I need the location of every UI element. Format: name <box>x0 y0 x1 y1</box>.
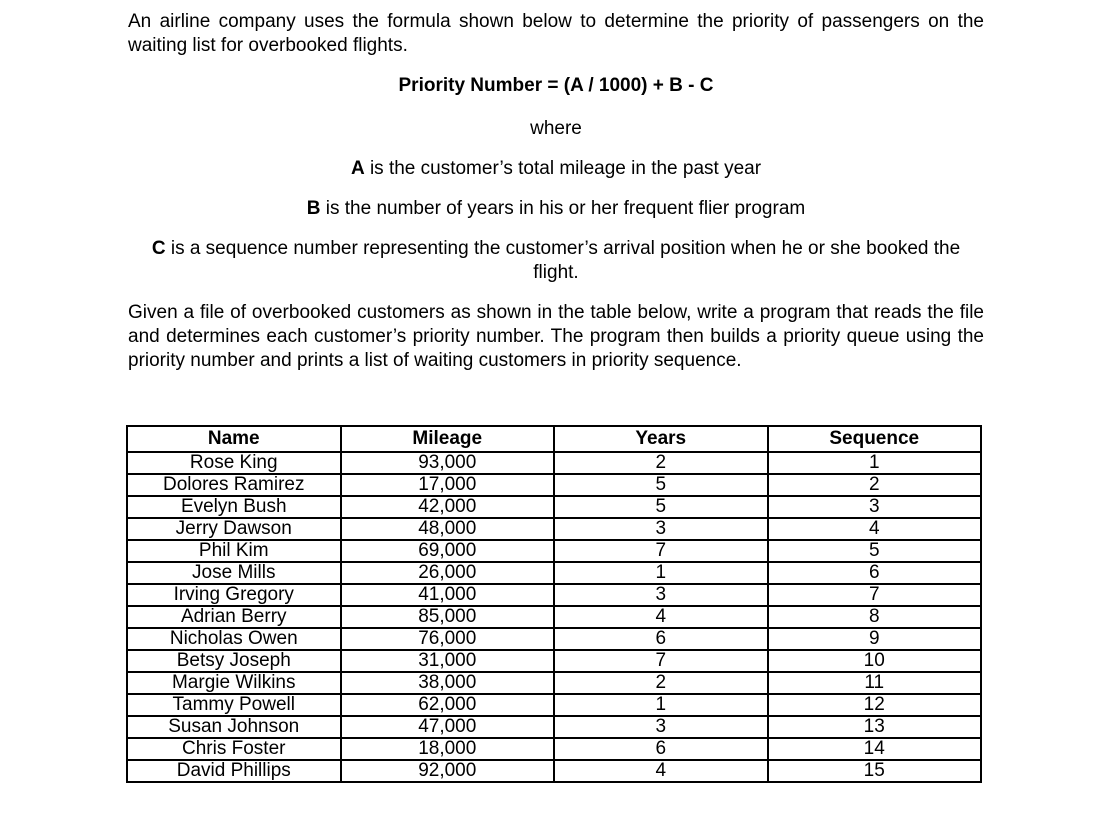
cell-sequence: 14 <box>768 738 982 760</box>
table-row <box>127 760 981 782</box>
cell-years: 1 <box>554 562 768 584</box>
definition-b-text: is the number of years in his or her frequent flier program <box>320 198 806 219</box>
cell-mileage: 48,000 <box>341 518 555 540</box>
cell-years: 2 <box>554 672 768 694</box>
table-row <box>127 496 981 518</box>
cell-years: 6 <box>554 738 768 760</box>
cell-mileage: 62,000 <box>341 694 555 716</box>
customers-table <box>126 425 982 783</box>
cell-name: Tammy Powell <box>127 694 341 716</box>
table-row <box>127 562 981 584</box>
priority-formula: Priority Number = (A / 1000) + B - C <box>398 75 714 96</box>
table-row <box>127 628 981 650</box>
definition-b-var: B <box>306 198 321 219</box>
cell-sequence: 6 <box>768 562 982 584</box>
cell-sequence: 9 <box>768 628 982 650</box>
column-header-name: Name <box>127 426 341 452</box>
cell-mileage: 92,000 <box>341 760 555 782</box>
table-row <box>127 584 981 606</box>
cell-years: 7 <box>554 540 768 562</box>
table-row <box>127 474 981 496</box>
cell-mileage: 31,000 <box>341 650 555 672</box>
cell-years: 7 <box>554 650 768 672</box>
cell-sequence: 4 <box>768 518 982 540</box>
cell-name: Betsy Joseph <box>127 650 341 672</box>
cell-mileage: 85,000 <box>341 606 555 628</box>
cell-years: 2 <box>554 452 768 474</box>
cell-name: Jose Mills <box>127 562 341 584</box>
where-label: where <box>530 118 582 139</box>
cell-years: 6 <box>554 628 768 650</box>
cell-mileage: 26,000 <box>341 562 555 584</box>
table-row <box>127 738 981 760</box>
cell-name: Nicholas Owen <box>127 628 341 650</box>
definition-a <box>128 157 984 181</box>
cell-years: 4 <box>554 760 768 782</box>
cell-sequence: 5 <box>768 540 982 562</box>
cell-sequence: 15 <box>768 760 982 782</box>
definition-a-text: is the customer’s total mileage in the past year <box>364 158 762 179</box>
cell-sequence: 1 <box>768 452 982 474</box>
table-row <box>127 716 981 738</box>
cell-years: 5 <box>554 474 768 496</box>
instructions-paragraph: Given a file of overbooked customers as shown in the table below, write a program that reads the file and determines each customer’s priority number. The program then builds a priority queue using the priority number and prints a list of waiting customers in priority sequence. <box>128 302 984 371</box>
cell-name: Dolores Ramirez <box>127 474 341 496</box>
table-header-row <box>127 426 981 452</box>
column-header-sequence: Sequence <box>768 426 982 452</box>
cell-mileage: 76,000 <box>341 628 555 650</box>
cell-sequence: 3 <box>768 496 982 518</box>
cell-name: Phil Kim <box>127 540 341 562</box>
cell-sequence: 13 <box>768 716 982 738</box>
table-row <box>127 650 981 672</box>
cell-name: Susan Johnson <box>127 716 341 738</box>
cell-name: Chris Foster <box>127 738 341 760</box>
cell-years: 3 <box>554 584 768 606</box>
cell-name: Irving Gregory <box>127 584 341 606</box>
cell-sequence: 8 <box>768 606 982 628</box>
cell-sequence: 10 <box>768 650 982 672</box>
cell-mileage: 69,000 <box>341 540 555 562</box>
cell-years: 5 <box>554 496 768 518</box>
cell-sequence: 12 <box>768 694 982 716</box>
cell-name: Evelyn Bush <box>127 496 341 518</box>
cell-name: Jerry Dawson <box>127 518 341 540</box>
column-header-years: Years <box>554 426 768 452</box>
column-header-mileage: Mileage <box>341 426 555 452</box>
table-row <box>127 694 981 716</box>
table-row <box>127 672 981 694</box>
cell-years: 3 <box>554 518 768 540</box>
cell-mileage: 18,000 <box>341 738 555 760</box>
table-row <box>127 606 981 628</box>
cell-name: Adrian Berry <box>127 606 341 628</box>
table-row <box>127 452 981 474</box>
cell-name: Rose King <box>127 452 341 474</box>
cell-sequence: 11 <box>768 672 982 694</box>
cell-name: David Phillips <box>127 760 341 782</box>
problem-statement <box>128 10 984 373</box>
cell-years: 4 <box>554 606 768 628</box>
table-row <box>127 518 981 540</box>
definition-b <box>128 197 984 221</box>
cell-mileage: 38,000 <box>341 672 555 694</box>
cell-mileage: 42,000 <box>341 496 555 518</box>
cell-mileage: 41,000 <box>341 584 555 606</box>
table-row <box>127 540 981 562</box>
cell-mileage: 93,000 <box>341 452 555 474</box>
cell-mileage: 17,000 <box>341 474 555 496</box>
cell-years: 3 <box>554 716 768 738</box>
intro-paragraph: An airline company uses the formula shown below to determine the priority of passengers on the waiting list for overbooked flights. <box>128 11 984 56</box>
definition-c <box>128 237 984 285</box>
cell-sequence: 2 <box>768 474 982 496</box>
definition-c-var: C <box>151 238 166 259</box>
table-body <box>127 452 981 782</box>
cell-mileage: 47,000 <box>341 716 555 738</box>
definition-a-var: A <box>350 158 365 179</box>
definition-c-text: is a sequence number representing the customer’s arrival position when he or she booked the flight. <box>165 238 961 283</box>
cell-name: Margie Wilkins <box>127 672 341 694</box>
cell-years: 1 <box>554 694 768 716</box>
cell-sequence: 7 <box>768 584 982 606</box>
